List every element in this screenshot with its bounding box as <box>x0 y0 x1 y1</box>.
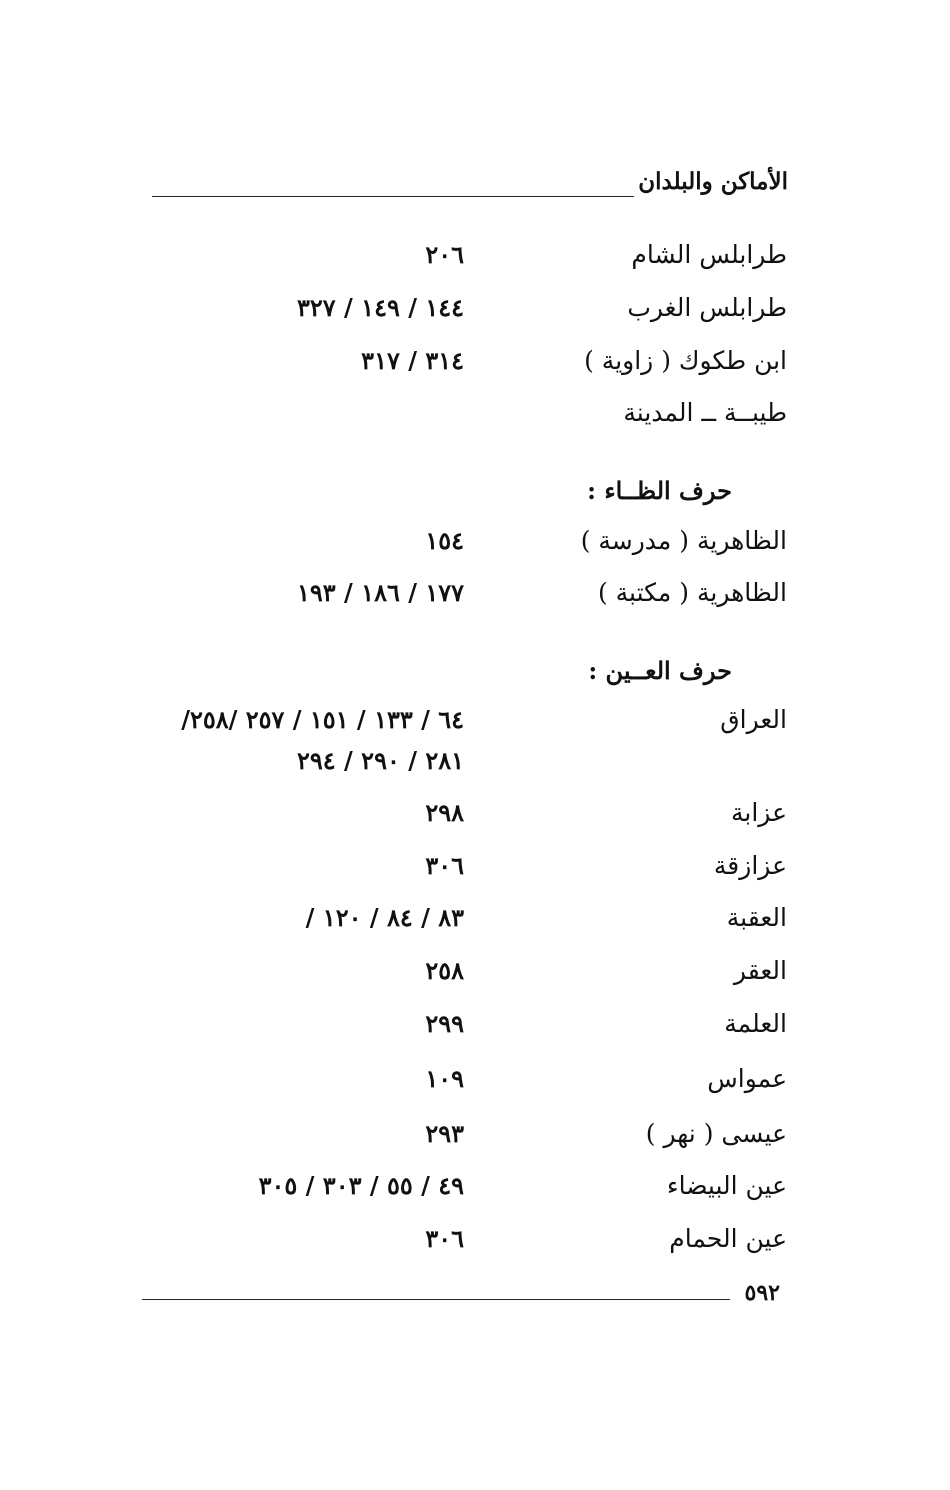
entry-name: طرابلس الغرب <box>627 293 787 322</box>
entry-name: الظاهرية ( مكتبة ) <box>597 578 787 607</box>
entry-pages: ٣١٤ / ٣١٧ <box>361 346 464 375</box>
entry-pages: ١٠٩ <box>425 1064 464 1093</box>
entry-pages: ٣٠٦ <box>425 1224 464 1253</box>
entry-pages: ٢٠٦ <box>425 240 464 269</box>
entry-name: عين الحمام <box>669 1224 787 1253</box>
entry-name: العقبة <box>726 903 787 932</box>
entry-pages: ١٥٤ <box>425 526 464 555</box>
entry-name: عزازقة <box>713 851 787 880</box>
section-heading-dha: حرف الظــاء : <box>587 476 732 505</box>
entry-name: العقر <box>733 956 787 985</box>
entry-pages: ١٤٤ / ١٤٩ / ٣٢٧ <box>297 293 464 322</box>
entry-pages: ٢٩٨ <box>425 798 464 827</box>
header-rule <box>152 196 634 197</box>
entry-name: عين البيضاء <box>666 1171 787 1200</box>
entry-name: عمواس <box>707 1064 787 1093</box>
footer-rule <box>142 1299 730 1300</box>
entry-pages: ٦٤ / ١٣٣ / ١٥١ / ٢٥٧ /٢٥٨/ <box>181 705 464 734</box>
entry-pages: ١٧٧ / ١٨٦ / ١٩٣ <box>297 578 464 607</box>
entry-name: طرابلس الشام <box>631 240 787 269</box>
entry-name: العراق <box>720 705 787 734</box>
entry-name: عزابة <box>730 798 787 827</box>
page-header-title: الأماكن والبلدان <box>638 168 788 195</box>
entry-pages-continued: ٢٨١ / ٢٩٠ / ٢٩٤ <box>297 746 464 775</box>
section-heading-ain: حرف العــين : <box>588 656 732 685</box>
entry-pages: ٢٥٨ <box>425 956 464 985</box>
entry-name: عيسى ( نهر ) <box>645 1119 787 1148</box>
entry-pages: ٨٣ / ٨٤ / ١٢٠ / <box>305 903 464 932</box>
entry-pages: ٢٩٩ <box>425 1009 464 1038</box>
entry-name: طيبــة ــ المدينة <box>623 398 787 427</box>
entry-name: ابن طكوك ( زاوية ) <box>584 346 787 375</box>
entry-pages: ٣٠٦ <box>425 851 464 880</box>
entry-name: الظاهرية ( مدرسة ) <box>580 526 787 555</box>
entry-pages: ٤٩ / ٥٥ / ٣٠٣ / ٣٠٥ <box>258 1171 464 1200</box>
page-number: ٥٩٢ <box>744 1280 780 1306</box>
entry-pages: ٢٩٣ <box>425 1119 464 1148</box>
entry-name: العلمة <box>724 1009 787 1038</box>
